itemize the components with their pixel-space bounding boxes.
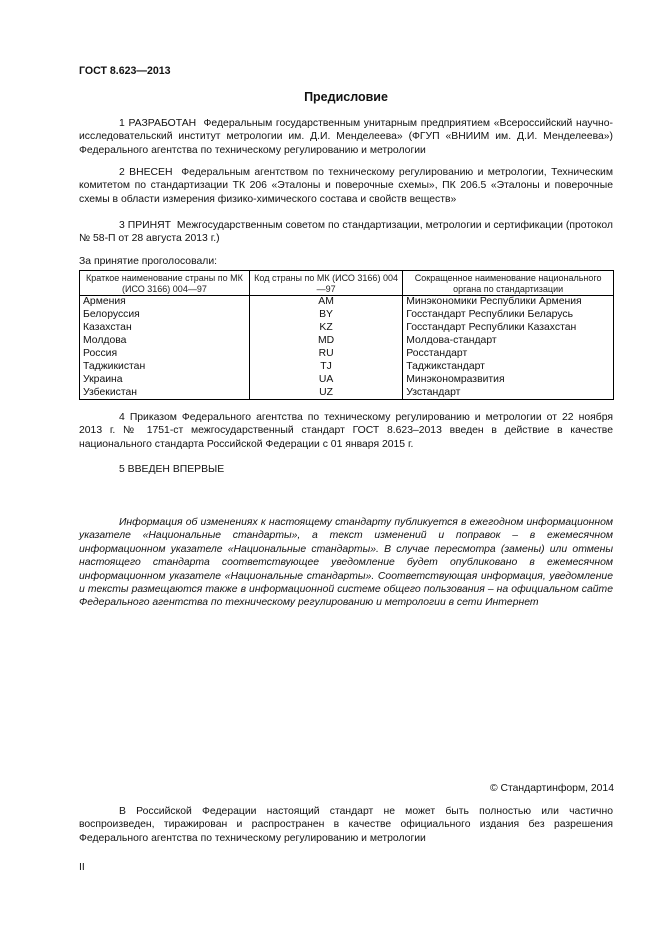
country-cell: Узбекистан: [80, 387, 250, 400]
section-developed: [79, 117, 613, 157]
body-cell: Госстандарт Республики Беларусь: [403, 309, 614, 322]
section-enacted: [79, 411, 613, 451]
table-row: [80, 348, 614, 361]
body-cell: Минэкономразвития: [403, 374, 614, 387]
country-cell: Белоруссия: [80, 309, 250, 322]
section-text: 4 Приказом Федерального агентства по техническому регулированию и метрологии от 22 ноября 2013 г. № 1751-ст межгосударственный стандарт ГОСТ 8.623–2013 введен в действие в качестве национального стандарта Российской Федерации с 01 января 2015 г.: [79, 412, 613, 450]
body-cell: Молдова-стандарт: [403, 335, 614, 348]
column-header-country: Краткое наименование страны по МК (ИСО 3166) 004—97: [80, 271, 250, 296]
country-cell: Армения: [80, 296, 250, 309]
section-introduced: [79, 166, 613, 206]
code-cell: UZ: [249, 387, 402, 400]
country-cell: Казахстан: [80, 322, 250, 335]
table-row: [80, 335, 614, 348]
code-cell: MD: [249, 335, 402, 348]
column-header-code: Код страны по МК (ИСО 3166) 004—97: [249, 271, 402, 296]
section-text: Федеральным государственным унитарным предприятием «Всероссийский научно-исследовательский институт метрологии им. Д.И. Менделеева» (ФГУП «ВНИИМ им. Д.И. Менделеева») Федерального агентства по техническому регулированию и метрологии: [79, 118, 613, 156]
copyright: © Стандартинформ, 2014: [489, 783, 614, 794]
code-cell: UA: [249, 374, 402, 387]
section-text: Межгосударственным советом по стандартизации, метрологии и сертификации (протокол № 58-П от 28 августа 2013 г.): [79, 220, 613, 245]
legal-notice: [79, 805, 613, 845]
table-header-row: [80, 271, 614, 296]
table-row: [80, 322, 614, 335]
section-adopted: [79, 219, 613, 246]
column-header-body: Сокращенное наименование национального органа по стандартизации: [403, 271, 614, 296]
body-cell: Узстандарт: [403, 387, 614, 400]
page-number: II: [79, 862, 85, 873]
country-cell: Молдова: [80, 335, 250, 348]
section-lead: 1 РАЗРАБОТАН: [119, 118, 197, 129]
country-cell: Таджикистан: [80, 361, 250, 374]
section-first-introduced: [79, 463, 613, 476]
document-header: ГОСТ 8.623—2013: [79, 65, 171, 77]
page-title: Предисловие: [304, 90, 388, 104]
section-lead: 2 ВНЕСЕН: [119, 167, 173, 178]
voting-table: [79, 270, 614, 400]
country-cell: Украина: [80, 374, 250, 387]
code-cell: TJ: [249, 361, 402, 374]
table-row: [80, 296, 614, 309]
body-cell: Таджикстандарт: [403, 361, 614, 374]
section-text: 5 ВВЕДЕН ВПЕРВЫЕ: [119, 464, 225, 475]
table-row: [80, 309, 614, 322]
table-row: [80, 374, 614, 387]
section-lead: 3 ПРИНЯТ: [119, 220, 171, 231]
body-cell: Минэкономики Республики Армения: [403, 296, 614, 309]
code-cell: BY: [249, 309, 402, 322]
section-text: Федеральным агентством по техническому регулированию и метрологии, Техническим комитетом по стандартизации ТК 206 «Эталоны и поверочные схемы», ПК 206.5 «Эталоны и поверочные схемы в области измерения физико-химического состава и свойств веществ»: [79, 167, 614, 205]
body-cell: Росстандарт: [403, 348, 614, 361]
table-row: [80, 387, 614, 400]
country-cell: Россия: [80, 348, 250, 361]
code-cell: RU: [249, 348, 402, 361]
code-cell: KZ: [249, 322, 402, 335]
table-label: За принятие проголосовали:: [79, 256, 218, 267]
info-notice: [79, 516, 613, 610]
table-row: [80, 361, 614, 374]
info-notice-text: Информация об изменениях к настоящему стандарту публикуется в ежегодном информационном указателе «Национальные стандарты», а текст изменений и поправок – в ежемесячном информационном указателе «Национальные стандарты». В случае пересмотра (замены) или отмены настоящего стандарта соответствующее уведомление будет опубликовано в ежемесячном информационном указателе «Национальные стандарты». Соответствующая информация, уведомление и тексты размещаются также в информационной системе общего пользования – на официальном сайте Федерального агентства по техническому регулированию и метрологии в сети Интернет: [79, 517, 613, 609]
body-cell: Госстандарт Республики Казахстан: [403, 322, 614, 335]
legal-notice-text: В Российской Федерации настоящий стандарт не может быть полностью или частично воспроизведен, тиражирован и распространен в качестве официального издания без разрешения Федерального агентства по техническому регулированию и метрологии: [79, 806, 613, 844]
code-cell: AM: [249, 296, 402, 309]
